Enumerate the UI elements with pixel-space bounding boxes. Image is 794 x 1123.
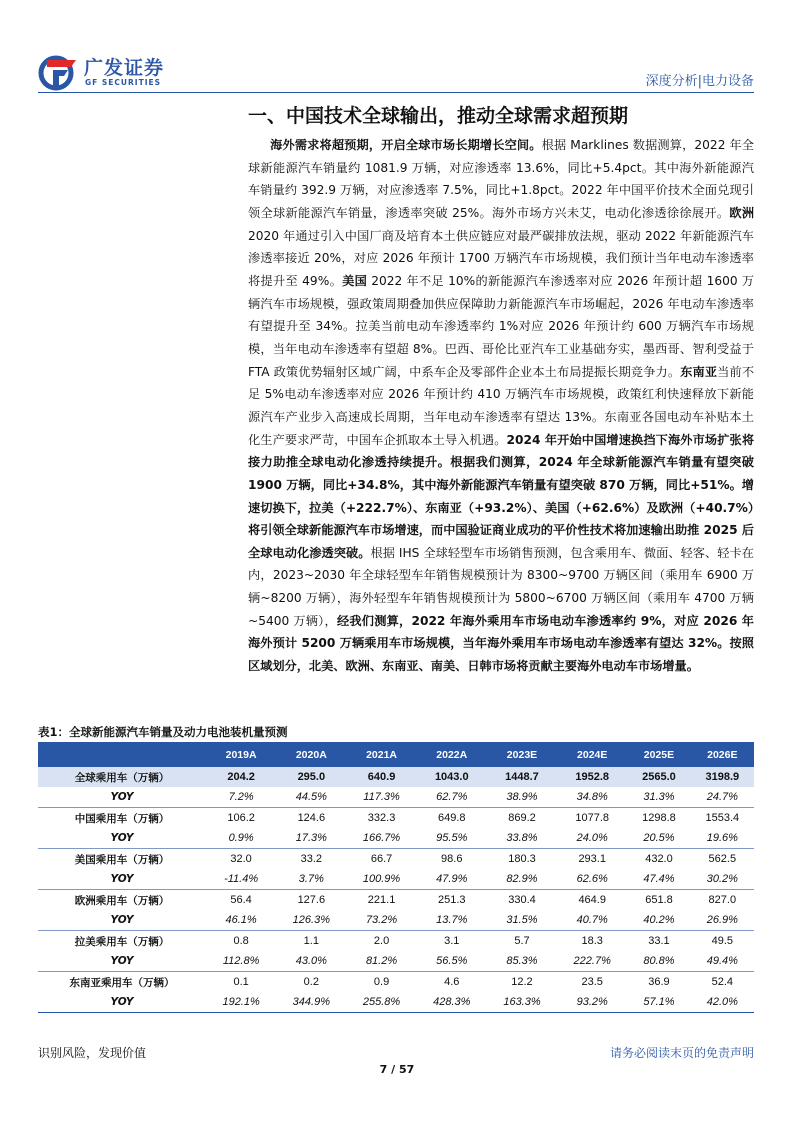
table-cell: 3.7% xyxy=(298,873,324,885)
table-cell: 13.7% xyxy=(436,914,468,926)
text-run: 当前不足 5%电动车渗透率对应 2026 年预计约 410 万辆汽车市场规模，政策红利快速释放下新能源汽车产业步入高速成长周期，当年电动车渗透率有望达 13%。东南亚各国电动车补贴本土化生产要求严苛，中国车企抓取本土导入机遇。 xyxy=(248,364,755,447)
row-label: 中国乘用车（万辆） xyxy=(38,808,206,829)
table-cell: 38.9% xyxy=(506,791,538,803)
table-cell: 295.0 xyxy=(276,767,346,787)
row-label: 全球乘用车（万辆） xyxy=(38,767,206,787)
table-caption: 表1：全球新能源汽车销量及动力电池装机量预测 xyxy=(38,725,288,739)
table-cell: 30.2% xyxy=(706,873,738,885)
table-cell: 81.2% xyxy=(365,955,398,967)
table-cell: 31.5% xyxy=(506,914,538,926)
yoy-row xyxy=(38,869,754,890)
table-cell: 166.7% xyxy=(362,832,401,844)
table-cell: 47.4% xyxy=(643,873,675,885)
table-cell: 827.0 xyxy=(691,890,754,911)
table-cell: 651.8 xyxy=(627,890,690,911)
table-cell: 82.9% xyxy=(506,873,538,885)
table-cell: 192.1% xyxy=(206,992,276,1013)
table-header-row xyxy=(38,742,754,767)
table-cell: 330.4 xyxy=(487,890,557,911)
table-cell: 5.7 xyxy=(487,931,557,952)
row-label: 美国乘用车（万辆） xyxy=(38,849,206,870)
table-cell: 62.7% xyxy=(436,791,468,803)
header-divider xyxy=(38,92,754,93)
table-cell: 56.5% xyxy=(436,955,468,967)
table-header-cell: 2024E xyxy=(557,742,627,767)
table-cell: 1.1 xyxy=(276,931,346,952)
report-category: 深度分析|电力设备 xyxy=(645,74,754,89)
table-header-cell: 2021A xyxy=(346,742,416,767)
table-cell: 344.9% xyxy=(276,992,346,1013)
sales-row xyxy=(38,808,754,829)
table-cell: 180.3 xyxy=(487,849,557,870)
table-cell: 127.6 xyxy=(276,890,346,911)
table-cell: 2565.0 xyxy=(627,767,690,787)
table-cell: 649.8 xyxy=(417,808,487,829)
row-label: YOY xyxy=(110,791,134,803)
yoy-row xyxy=(38,951,754,972)
page-number: 7 / 57 xyxy=(379,1063,415,1076)
table-cell: 2.0 xyxy=(346,931,416,952)
table-cell: 98.6 xyxy=(417,849,487,870)
text-run: 根据 Marklines 数据测算，2022 年全球新能源汽车销量约 1081.9 万辆，对应渗透率 13.6%，同比+5.4pct。其中海外新能源汽车销量约 392.9 万辆，对应渗透率 7.5%，同比+1.8pct。2022 年中国平价技术全面兑现引领全球新能源汽车销量，渗透率突破 25%。海外市场方兴未艾，电动化渗透徐徐展开。 xyxy=(248,138,754,220)
table-cell: 204.2 xyxy=(206,767,276,787)
table-cell: 49.4% xyxy=(706,955,738,967)
table-cell: 222.7% xyxy=(573,955,611,967)
table-cell: 106.2 xyxy=(206,808,276,829)
table-cell: 57.1% xyxy=(627,992,690,1013)
keyword-europe: 欧洲 xyxy=(729,205,755,220)
table-cell: 255.8% xyxy=(346,992,416,1013)
table-cell: 100.9% xyxy=(362,873,401,885)
table-cell: 0.8 xyxy=(206,931,276,952)
table-cell: 117.3% xyxy=(363,791,400,803)
table-cell: 7.2% xyxy=(228,791,254,803)
table-cell: 1553.4 xyxy=(691,808,754,829)
table-cell: 0.9 xyxy=(346,972,416,993)
table-cell: 1077.8 xyxy=(557,808,627,829)
table-cell: 49.5 xyxy=(691,931,754,952)
table-cell: -11.4% xyxy=(224,873,259,885)
lead-sentence: 海外需求将超预期，开启全球市场长期增长空间。 xyxy=(270,138,542,152)
table-cell: 24.0% xyxy=(576,832,608,844)
sales-row xyxy=(38,931,754,952)
table-cell: 73.2% xyxy=(365,914,398,926)
section-title: 一、中国技术全球输出，推动全球需求超预期 xyxy=(248,105,629,127)
row-label: YOY xyxy=(110,832,134,844)
table-cell: 80.8% xyxy=(643,955,675,967)
table-cell: 52.4 xyxy=(691,972,754,993)
table-cell: 33.2 xyxy=(276,849,346,870)
table-header-cell xyxy=(38,742,206,767)
row-label: YOY xyxy=(38,992,206,1013)
sales-row xyxy=(38,849,754,870)
table-cell: 464.9 xyxy=(557,890,627,911)
table-cell: 221.1 xyxy=(346,890,416,911)
yoy-row xyxy=(38,787,754,808)
table-cell: 251.3 xyxy=(417,890,487,911)
sales-row xyxy=(38,890,754,911)
table-cell: 33.8% xyxy=(506,832,538,844)
text-run: 2022 年不足 10%的新能源汽车渗透率对应 2026 年预计超 1600 万辆汽车市场规模，强政策周期叠加供应保障助力新能源汽车市场崛起，2026 年电动车渗透率有望提升至 34%。拉美当前电动车渗透率约 1%对应 2026 年预计约 600 万辆汽车市场规模，当年电动车渗透率有望超 8%。巴西、哥伦比亚汽车工业基础夯实，墨西哥、智利受益于 FTA 政策优势辐射区域广阔，中系车企及零部件企业本土布局提振长期竞争力。 xyxy=(248,273,755,379)
text-run: 根据 IHS 全球轻型车市场销售预测，包含乘用车、微面、轻客、轻卡在内，2023~2030 年全球轻型车年销售规模预计为 8300~9700 万辆区间（乘用车 6900 万辆~8200 万辆），海外轻型车年销售规模预计为 5800~6700 万辆区间（乘用车 4700 万辆~5400 万辆）， xyxy=(248,545,754,628)
footer-slogan: 识别风险，发现价值 xyxy=(38,1046,147,1060)
gf-logo xyxy=(38,52,218,92)
table-body xyxy=(38,767,754,1013)
table-cell: 428.3% xyxy=(417,992,487,1013)
yoy-row xyxy=(38,828,754,849)
table-header-cell: 2026E xyxy=(691,742,754,767)
table-cell: 126.3% xyxy=(292,914,330,926)
table-cell: 47.9% xyxy=(436,873,468,885)
table-cell: 17.3% xyxy=(295,832,327,844)
table-cell: 43.0% xyxy=(295,955,327,967)
body-paragraph xyxy=(248,134,754,678)
row-label: 东南亚乘用车（万辆） xyxy=(38,972,206,993)
table-cell: 3.1 xyxy=(417,931,487,952)
table-cell: 23.5 xyxy=(557,972,627,993)
row-label: YOY xyxy=(110,873,134,885)
table-cell: 20.5% xyxy=(643,832,675,844)
table-header-cell: 2025E xyxy=(627,742,690,767)
table-cell: 40.2% xyxy=(643,914,675,926)
table-cell: 18.3 xyxy=(557,931,627,952)
logo-text-en: GF SECURITIES xyxy=(85,78,162,87)
bold-run: 2024 年开始中国增速换挡下海外市场扩张将接力助推全球电动化渗透持续提升。根据我们测算，2024 年全球新能源汽车销量有望突破 1900 万辆，同比+34.8%，其中海外新能源汽车销量有望突破 870 万辆，同比+51%。增速切换下，拉美（+222.7%）、东南亚（+93.2%）、美国（+62.6%）及欧洲（+40.7%）将引领全球新能源汽车市场增速，而中国验证商业成功的平价性技术将加速输出助推 2025 后全球电动化渗透突破。 xyxy=(248,432,755,560)
table-cell: 562.5 xyxy=(691,849,754,870)
table-cell: 66.7 xyxy=(346,849,416,870)
table-header-cell: 2019A xyxy=(206,742,276,767)
table-cell: 42.0% xyxy=(691,992,754,1013)
table-cell: 12.2 xyxy=(487,972,557,993)
table-cell: 332.3 xyxy=(346,808,416,829)
sales-row xyxy=(38,972,754,993)
table-cell: 0.2 xyxy=(276,972,346,993)
table-cell: 34.8% xyxy=(576,791,608,803)
table-cell: 19.6% xyxy=(706,832,738,844)
keyword-sea: 东南亚 xyxy=(680,364,718,379)
table-cell: 62.6% xyxy=(576,873,608,885)
table-cell: 36.9 xyxy=(627,972,690,993)
table-cell: 26.9% xyxy=(706,914,738,926)
table-cell: 293.1 xyxy=(557,849,627,870)
table-cell: 4.6 xyxy=(417,972,487,993)
footer-disclaimer: 请务必阅读末页的免责声明 xyxy=(609,1046,754,1060)
row-label: YOY xyxy=(110,914,134,926)
table-cell: 112.8% xyxy=(222,955,260,967)
table-cell: 93.2% xyxy=(557,992,627,1013)
yoy-row xyxy=(38,910,754,931)
table-header-cell: 2020A xyxy=(276,742,346,767)
text-run: 2020 年通过引入中国厂商及培育本土供应链应对最严碳排放法规，驱动 2022 年新能源汽车渗透率接近 20%，对应 2026 年预计 1700 万辆汽车市场规模，我们预计当年电动车渗透率将提升至 49%。 xyxy=(248,228,754,288)
yoy-row xyxy=(38,992,754,1013)
table-cell: 1298.8 xyxy=(627,808,690,829)
table-header-cell: 2023E xyxy=(487,742,557,767)
row-label: YOY xyxy=(110,955,134,967)
table-cell: 1952.8 xyxy=(557,767,627,787)
table-cell: 124.6 xyxy=(276,808,346,829)
bold-run: 经我们测算，2022 年海外乘用车市场电动车渗透率约 9%，对应 2026 年海外预计 5200 万辆乘用车市场规模，当年海外乘用车市场电动车渗透率有望达 32%。按照区域划分，北美、欧洲、东南亚、南美、日韩市场将贡献主要海外电动车市场增量。 xyxy=(248,613,754,674)
table-cell: 163.3% xyxy=(487,992,557,1013)
table-cell: 95.5% xyxy=(436,832,468,844)
table-cell: 0.9% xyxy=(228,832,254,844)
table-cell: 46.1% xyxy=(225,914,257,926)
table-cell: 0.1 xyxy=(206,972,276,993)
table-cell: 1043.0 xyxy=(417,767,487,787)
gf-logo-icon xyxy=(38,52,80,92)
table-cell: 432.0 xyxy=(627,849,690,870)
keyword-usa: 美国 xyxy=(342,273,368,288)
table-cell: 24.7% xyxy=(706,791,738,803)
table-cell: 1448.7 xyxy=(487,767,557,787)
forecast-table xyxy=(38,742,754,1013)
table-cell: 3198.9 xyxy=(691,767,754,787)
table-cell: 85.3% xyxy=(506,955,538,967)
row-label: 欧洲乘用车（万辆） xyxy=(38,890,206,911)
table-cell: 44.5% xyxy=(295,791,327,803)
sales-row xyxy=(38,767,754,787)
table-cell: 31.3% xyxy=(643,791,675,803)
page-header xyxy=(38,46,754,92)
table-cell: 869.2 xyxy=(487,808,557,829)
row-label: 拉美乘用车（万辆） xyxy=(38,931,206,952)
logo-text-cn: 广发证券 xyxy=(84,57,165,79)
table-cell: 640.9 xyxy=(346,767,416,787)
table-cell: 40.7% xyxy=(576,914,608,926)
table-cell: 32.0 xyxy=(206,849,276,870)
table-header-cell: 2022A xyxy=(417,742,487,767)
table-cell: 56.4 xyxy=(206,890,276,911)
table-cell: 33.1 xyxy=(627,931,690,952)
